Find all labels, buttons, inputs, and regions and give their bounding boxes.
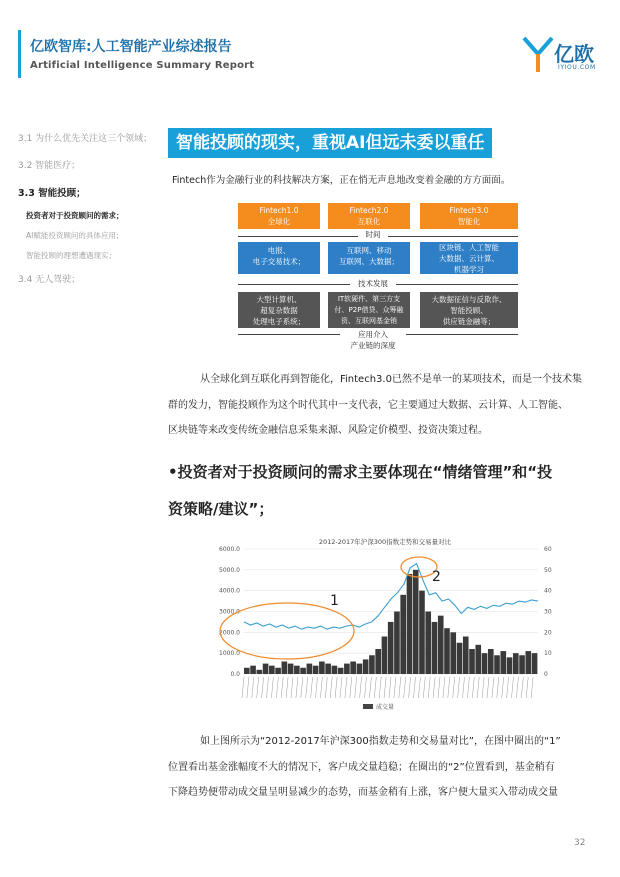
left-tick-label: 6000.0 <box>219 546 240 553</box>
app-box-2: IT软硬件、第三方支 付、P2P借贷、众筹融 资、互联网基金销 <box>328 292 410 328</box>
volume-bar <box>250 666 256 674</box>
right-tick-label: 30 <box>544 608 552 616</box>
toc-item-3-3[interactable]: 3.3 智能投顾； <box>18 188 86 199</box>
x-tick-label <box>345 677 347 698</box>
x-tick-label <box>271 677 273 698</box>
volume-bar <box>407 574 413 674</box>
volume-bar <box>369 655 375 674</box>
legend-swatch <box>363 704 373 709</box>
x-tick-label <box>374 677 376 698</box>
volume-bar <box>444 628 450 674</box>
chart-title: 2012-2017年沪深300指数走势和交易量对比 <box>318 538 452 546</box>
x-tick-label <box>394 677 396 698</box>
volume-bar <box>363 659 369 674</box>
para2-line3: 下降趋势便带动成交量呈明显减少的态势，而基金稍有上涨，客户便大量买入带动成交量 <box>168 787 558 798</box>
para2-line2: 位置看出基金涨幅度不大的情况下，客户成交量趋稳；在圈出的“2”位置看到，基金稍有 <box>168 762 555 773</box>
header-accent-bar <box>18 30 21 78</box>
x-tick-label <box>458 677 460 698</box>
x-tick-label <box>433 677 435 698</box>
bullet-heading-line2: 资策略/建议”； <box>168 500 274 518</box>
volume-bar <box>500 651 506 674</box>
volume-bar <box>294 666 300 674</box>
x-tick-label <box>443 677 445 698</box>
para2-line1: 如上图所示为“2012-2017年沪深300指数走势和交易量对比”，在图中圈出的“1” <box>200 736 561 747</box>
x-tick-label <box>365 677 367 698</box>
time-label: 时间 <box>358 229 388 240</box>
right-tick-label: 60 <box>544 546 552 553</box>
volume-bar <box>300 668 306 674</box>
volume-bar <box>325 664 331 674</box>
x-tick-label <box>379 677 381 698</box>
x-tick-label <box>423 677 425 698</box>
volume-bar <box>519 655 525 674</box>
right-tick-label: 10 <box>544 650 552 658</box>
left-tick-label: 5000.0 <box>219 566 240 574</box>
volume-bar <box>438 616 444 674</box>
volume-bar <box>469 649 475 674</box>
toc-item-3-1[interactable]: 3.1 为什么优先关注这三个领域； <box>18 134 153 144</box>
toc-item-3-2[interactable]: 3.2 智能医疗； <box>18 161 81 171</box>
tech-box-3: 区块链、人工智能 大数据、云计算、 机器学习 <box>420 242 518 274</box>
x-tick-label <box>252 677 254 698</box>
toc-subitem-ideal-vs-reality[interactable]: 智能投顾的理想遭遇现实； <box>26 251 116 260</box>
volume-bar <box>319 662 325 675</box>
tech-label: 技术发展 <box>350 278 396 289</box>
x-tick-label <box>418 677 420 698</box>
index-line <box>244 564 538 630</box>
x-tick-label <box>369 677 371 698</box>
volume-bar <box>382 637 388 675</box>
left-tick-label: 0.0 <box>230 671 240 678</box>
legend-label: 成交量 <box>376 704 395 711</box>
x-tick-label <box>384 677 386 698</box>
page-number: 32 <box>574 838 586 848</box>
volume-bar <box>532 653 538 674</box>
x-tick-label <box>502 677 504 698</box>
right-tick-label: 40 <box>544 587 552 595</box>
volume-bar <box>263 664 269 674</box>
x-tick-label <box>409 677 411 698</box>
index-volume-chart <box>200 533 570 718</box>
volume-bar <box>244 668 250 674</box>
volume-bar <box>394 612 400 675</box>
report-title: 亿欧智库:人工智能产业综述报告 <box>30 39 232 55</box>
app-box-3: 大数据征信与反欺诈、 智能投顾、 供应链金融等； <box>420 292 518 328</box>
x-tick-label <box>330 677 332 698</box>
x-tick-label <box>507 677 509 698</box>
volume-bar <box>313 666 319 674</box>
volume-bar <box>332 666 338 674</box>
volume-bar <box>288 664 294 674</box>
annotation-2: 2 <box>432 569 441 585</box>
volume-bar <box>450 632 456 674</box>
x-tick-label <box>267 677 269 698</box>
logo-text: 亿欧 <box>554 42 594 66</box>
x-tick-label <box>399 677 401 698</box>
volume-bar <box>350 662 356 675</box>
volume-bar <box>507 657 513 674</box>
x-tick-label <box>242 677 244 698</box>
x-tick-label <box>262 677 264 698</box>
x-tick-label <box>389 677 391 698</box>
x-tick-label <box>281 677 283 698</box>
x-tick-label <box>453 677 455 698</box>
x-tick-label <box>316 677 318 698</box>
left-tick-label: 3000.0 <box>219 608 240 616</box>
x-tick-label <box>438 677 440 698</box>
volume-bar <box>413 570 419 674</box>
volume-bar <box>282 662 288 675</box>
x-tick-label <box>516 677 518 698</box>
report-subtitle: Artificial Intelligence Summary Report <box>30 60 255 71</box>
x-tick-label <box>482 677 484 698</box>
volume-bar <box>488 649 494 674</box>
x-tick-label <box>340 677 342 698</box>
volume-bar <box>525 651 531 674</box>
x-tick-label <box>286 677 288 698</box>
x-tick-label <box>467 677 469 698</box>
x-tick-label <box>276 677 278 698</box>
x-tick-label <box>428 677 430 698</box>
volume-bar <box>275 668 281 674</box>
x-tick-label <box>306 677 308 698</box>
tech-box-2: 互联网、移动 互联网、大数据； <box>328 242 410 274</box>
left-tick-label: 2000.0 <box>219 629 240 637</box>
intro-text: Fintech作为金融行业的科技解决方案，正在悄无声息地改变着金融的方方面面。 <box>172 175 511 186</box>
volume-bar <box>307 664 313 674</box>
x-tick-label <box>448 677 450 698</box>
x-tick-label <box>404 677 406 698</box>
right-tick-label: 0 <box>544 671 548 678</box>
toc-subitem-investor-needs[interactable]: 投资者对于投资顾问的需求； <box>26 211 124 220</box>
para1-line2: 群的发力，智能投顾作为这个时代其中一支代表，它主要通过大数据、云计算、人工智能、 <box>168 400 568 411</box>
volume-bar <box>344 664 350 674</box>
x-tick-label <box>247 677 249 698</box>
volume-bar <box>463 637 469 675</box>
x-tick-label <box>335 677 337 698</box>
toc-item-3-4[interactable]: 3.4 无人驾驶； <box>18 275 81 285</box>
stage-fintech1: Fintech1.0 全球化 <box>238 203 320 229</box>
x-tick-label <box>472 677 474 698</box>
stage-fintech2: Fintech2.0 互联化 <box>328 203 410 229</box>
para1-line3: 区块链等来改变传统金融信息采集来源、风险定价模型、投资决策过程。 <box>168 425 488 436</box>
x-tick-label <box>487 677 489 698</box>
x-tick-label <box>311 677 313 698</box>
volume-bar <box>269 666 275 674</box>
section-title: 智能投顾的现实，重视AI但远未委以重任 <box>168 128 492 158</box>
x-tick-label <box>521 677 523 698</box>
volume-bar <box>375 649 381 674</box>
x-tick-label <box>526 677 528 698</box>
x-tick-label <box>291 677 293 698</box>
right-tick-label: 20 <box>544 629 552 637</box>
logo-url: IYIOU.COM <box>558 64 596 71</box>
x-tick-label <box>477 677 479 698</box>
annotation-1: 1 <box>330 593 339 609</box>
x-tick-label <box>512 677 514 698</box>
volume-bar <box>513 653 519 674</box>
stage-fintech3: Fintech3.0 智能化 <box>420 203 518 229</box>
volume-bar <box>432 622 438 674</box>
volume-bar <box>475 645 481 674</box>
logo-mark-icon <box>522 34 554 74</box>
tech-box-1: 电报、 电子交易技术； <box>238 242 320 274</box>
left-tick-label: 4000.0 <box>219 587 240 595</box>
apply-label: 应用介入 产业链的深度 <box>340 329 406 351</box>
volume-bar <box>425 612 431 675</box>
x-tick-label <box>360 677 362 698</box>
toc-subitem-ai-applications[interactable]: AI赋能投资顾问的具体应用； <box>26 231 124 240</box>
volume-bar <box>257 670 263 674</box>
x-tick-label <box>257 677 259 698</box>
x-tick-label <box>492 677 494 698</box>
volume-bar <box>400 595 406 674</box>
x-tick-label <box>497 677 499 698</box>
bullet-heading-line1: •投资者对于投资顾问的需求主要体现在“情绪管理”和“投 <box>168 463 553 481</box>
volume-bar <box>357 664 363 674</box>
x-tick-label <box>301 677 303 698</box>
volume-bar <box>494 655 500 674</box>
volume-bar <box>419 591 425 674</box>
app-box-1: 大型计算机、 超复杂数据 处理电子系统； <box>238 292 320 328</box>
left-tick-label: 1000.0 <box>219 650 240 658</box>
right-tick-label: 50 <box>544 566 552 574</box>
x-tick-label <box>531 677 533 698</box>
volume-bar <box>482 653 488 674</box>
x-tick-label <box>355 677 357 698</box>
para1-line1: 从全球化到互联化再到智能化，Fintech3.0已然不是单一的某项技术，而是一个技术集 <box>200 374 582 385</box>
x-tick-label <box>350 677 352 698</box>
x-tick-label <box>325 677 327 698</box>
volume-bar <box>388 622 394 674</box>
x-tick-label <box>414 677 416 698</box>
x-tick-label <box>320 677 322 698</box>
volume-bar <box>338 668 344 674</box>
volume-bar <box>457 643 463 674</box>
x-tick-label <box>463 677 465 698</box>
x-tick-label <box>296 677 298 698</box>
